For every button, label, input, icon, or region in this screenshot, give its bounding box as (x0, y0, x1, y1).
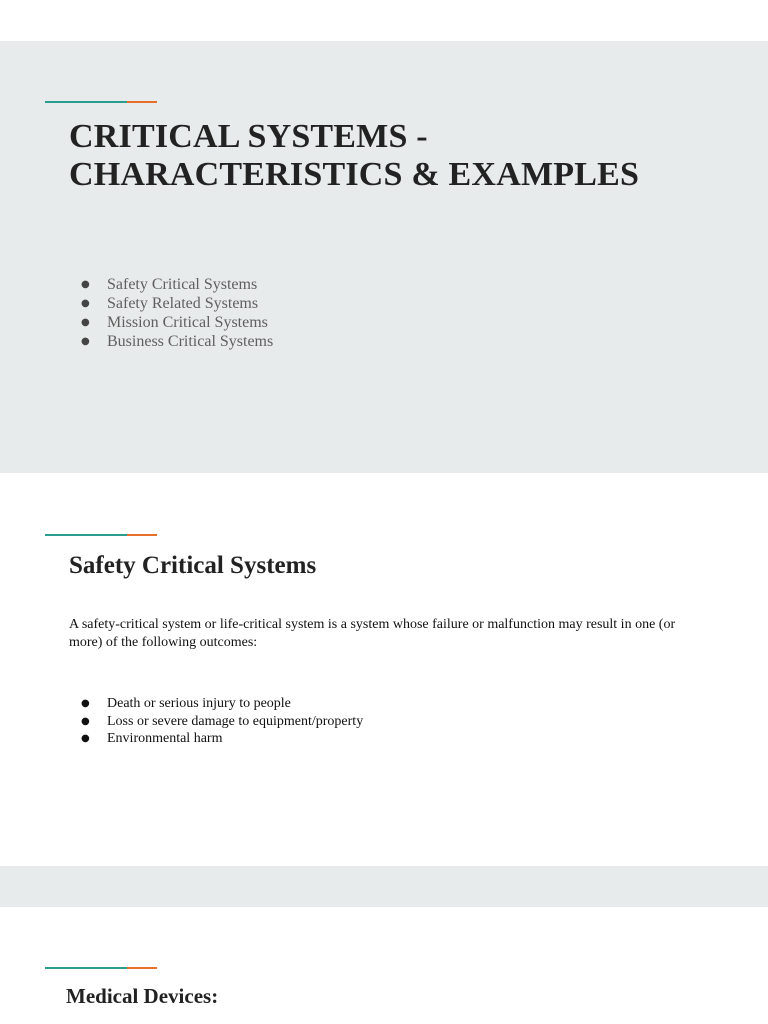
slide-heading: Safety Critical Systems (69, 552, 317, 579)
deck-title (69, 118, 639, 194)
accent-line (45, 101, 157, 103)
accent-line-orange (127, 534, 157, 536)
slide-heading: Medical Devices: (66, 984, 219, 1008)
definition-paragraph: A safety-critical system or life-critical system is a system whose failure or malfunction may result in one (or more) of the following outcomes: (69, 617, 676, 650)
outcome-list (69, 695, 363, 748)
accent-line-teal (45, 534, 127, 536)
slide-gap (0, 866, 768, 907)
slide-safety-critical (0, 473, 768, 866)
list-item: ● Safety Related Systems (69, 294, 273, 313)
accent-line-teal (45, 101, 127, 103)
accent-line-orange (127, 101, 157, 103)
list-item: ● Business Critical Systems (69, 332, 273, 351)
accent-line-orange (127, 967, 157, 969)
accent-line-teal (45, 967, 127, 969)
list-item: ● Loss or severe damage to equipment/property (69, 713, 363, 731)
accent-line (45, 967, 157, 969)
accent-line (45, 534, 157, 536)
list-item: ● Mission Critical Systems (69, 313, 273, 332)
list-item: ● Safety Critical Systems (69, 275, 273, 294)
slide-title (0, 41, 768, 473)
list-item: ● Environmental harm (69, 730, 363, 748)
slide-medical-devices (0, 907, 768, 1024)
overview-list (69, 275, 273, 351)
list-item: ● Death or serious injury to people (69, 695, 363, 713)
deck-title-line-2: CHARACTERISTICS & EXAMPLES (69, 156, 640, 193)
deck-title-line-1: CRITICAL SYSTEMS - (69, 118, 428, 155)
